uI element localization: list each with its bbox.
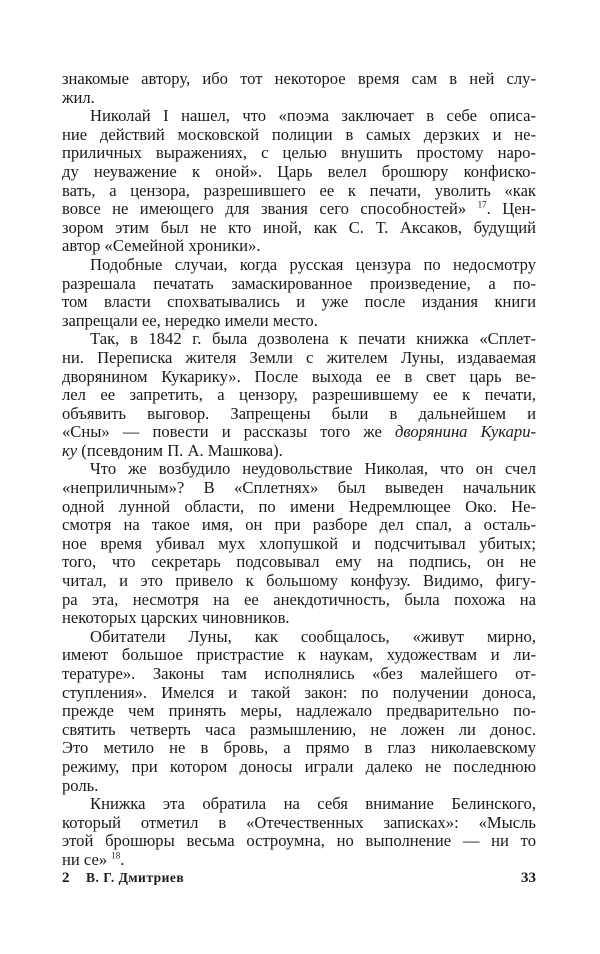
text-segment: вать, а цензора, разрешившего ее к печати, уволить «как — [62, 180, 536, 200]
footnote-ref: 17 — [477, 199, 487, 210]
text-line — [62, 646, 536, 665]
text-line — [62, 107, 536, 126]
text-segment: ду неуважение к оной». Царь велел брошюру конфиско- — [62, 161, 536, 181]
text-segment: автор «Семейной хроники». — [62, 236, 261, 256]
text-line — [62, 312, 536, 331]
text-segment: одной лунной области, по имени Недремлющее Око. Не- — [62, 496, 536, 516]
text-line — [62, 498, 536, 517]
page-body — [62, 70, 536, 870]
text-line — [62, 70, 536, 89]
signature-mark: 2 — [62, 870, 70, 886]
text-segment: режиму, при котором доносы играли далеко не последнюю — [62, 756, 536, 776]
text-segment: «неприличным»? В «Сплетнях» был выведен начальник — [62, 478, 536, 498]
text-segment: «Сны» — повести и рассказы того же — [62, 422, 395, 442]
text-segment: который отметил в «Отечественных записках»: «Мысль — [62, 812, 536, 832]
text-line — [62, 163, 536, 182]
paragraph — [62, 460, 536, 627]
paragraph — [62, 330, 536, 460]
italic-text: дворянина Кукари- — [394, 422, 537, 442]
text-segment: зором этим был не кто иной, как С. Т. Аксаков, будущий — [62, 217, 536, 237]
text-line — [62, 275, 536, 294]
italic-text: ку — [62, 440, 78, 460]
text-line — [62, 386, 536, 405]
footnote-ref: 18 — [111, 850, 121, 861]
text-line — [62, 89, 536, 108]
text-segment: том власти спохватывались и уже после издания книги — [62, 292, 536, 312]
text-line — [62, 423, 536, 442]
text-segment: ние действий московской полиции в самых дерзких и не- — [62, 124, 536, 144]
text-line — [62, 368, 536, 387]
text-line — [62, 349, 536, 368]
text-segment: некоторых царских чиновников. — [62, 608, 290, 628]
text-line — [62, 405, 536, 424]
text-line — [62, 200, 536, 219]
text-line — [62, 739, 536, 758]
text-line — [62, 330, 536, 349]
page-number: 33 — [521, 870, 536, 886]
text-segment: жил. — [62, 87, 95, 107]
text-line — [62, 535, 536, 554]
text-segment: смотря на такое имя, он при разборе дел спал, а осталь- — [62, 515, 536, 535]
text-segment: знакомые автору, ибо тот некоторое время сам в ней слу- — [62, 69, 536, 88]
text-line — [62, 479, 536, 498]
text-segment: Это метило не в бровь, а прямо в глаз николаевскому — [62, 738, 536, 758]
text-segment: лел ее запретить, а цензору, разрешившему ее к печати, — [62, 385, 536, 405]
paragraph — [62, 70, 536, 107]
text-line — [62, 516, 536, 535]
text-segment: Книжка эта обратила на себя внимание Белинского, — [90, 794, 536, 814]
text-segment: этой брошюры весьма остроумна, но выполнение — ни то — [62, 831, 536, 851]
text-segment: . — [120, 849, 125, 869]
text-segment: прежде чем принять меры, надлежало предварительно по- — [62, 701, 536, 721]
text-segment: Подобные случаи, когда русская цензура по недосмотру — [90, 254, 536, 274]
paragraph — [62, 107, 536, 256]
text-line — [62, 721, 536, 740]
text-segment: Обитатели Луны, как сообщалось, «живут мирно, — [90, 626, 536, 646]
text-line — [62, 293, 536, 312]
text-segment: (псевдоним П. А. Машкова). — [77, 440, 283, 460]
text-line — [62, 628, 536, 647]
text-segment: роль. — [62, 775, 99, 795]
text-line — [62, 572, 536, 591]
text-segment: . Цен- — [486, 199, 536, 219]
text-segment: ни. Переписка жителя Земли с жителем Луны, издаваемая — [62, 347, 536, 367]
text-line — [62, 684, 536, 703]
text-line — [62, 553, 536, 572]
running-author: В. Г. Дмитриев — [86, 870, 185, 885]
text-line — [62, 851, 536, 870]
text-segment: дворянином Кукарику». После выхода ее в свет царь ве- — [62, 366, 536, 386]
text-line — [62, 460, 536, 479]
text-line — [62, 591, 536, 610]
text-line — [62, 814, 536, 833]
text-segment: ступления». Имелся и такой закон: по получении доноса, — [62, 682, 536, 702]
text-line — [62, 256, 536, 275]
text-line — [62, 702, 536, 721]
text-segment: читал, и это привело к большому конфузу. Видимо, фигу- — [62, 571, 536, 591]
text-line — [62, 219, 536, 238]
text-segment: ное время убивал мух хлопушкой и подсчитывал убитых; — [62, 533, 536, 553]
text-segment: вовсе не имеющего для звания сего способностей» — [62, 199, 478, 219]
text-line — [62, 126, 536, 145]
text-segment: Что же возбудило неудовольствие Николая, что он счел — [90, 459, 536, 479]
text-segment: объявить выговор. Запрещены были в дальнейшем и — [62, 403, 536, 423]
text-segment: Так, в 1842 г. была дозволена к печати книжка «Сплет- — [90, 329, 536, 349]
text-segment: тературе». Законы там исполнялись «без малейшего от- — [62, 664, 536, 683]
text-segment: разрешала печатать замаскированное произведение, а по- — [62, 273, 536, 293]
text-segment: запрещали ее, нередко имели место. — [62, 310, 318, 330]
text-line — [62, 795, 536, 814]
paragraph — [62, 628, 536, 795]
text-segment: приличных выражениях, с целью внушить простому наро- — [62, 143, 536, 163]
text-line — [62, 665, 536, 684]
text-line — [62, 144, 536, 163]
text-line — [62, 777, 536, 796]
text-line — [62, 758, 536, 777]
text-segment: ни се» — [62, 849, 112, 869]
paragraph — [62, 795, 536, 869]
paragraph — [62, 256, 536, 330]
text-segment: святить четверть часа размышлению, не ложен ли донос. — [62, 719, 536, 739]
text-line — [62, 442, 536, 461]
text-segment: ра эта, несмотря на ее анекдотичность, была похожа на — [62, 589, 536, 609]
text-line — [62, 832, 536, 851]
text-segment: того, что секретарь подсовывал ему на подпись, он не — [62, 552, 536, 572]
text-segment: имеют большое пристрастие к наукам, художествам и ли- — [62, 645, 536, 665]
text-line — [62, 237, 536, 256]
text-segment: Николай I нашел, что «поэма заключает в себе описа- — [90, 106, 536, 126]
text-line — [62, 609, 536, 628]
text-line — [62, 182, 536, 201]
